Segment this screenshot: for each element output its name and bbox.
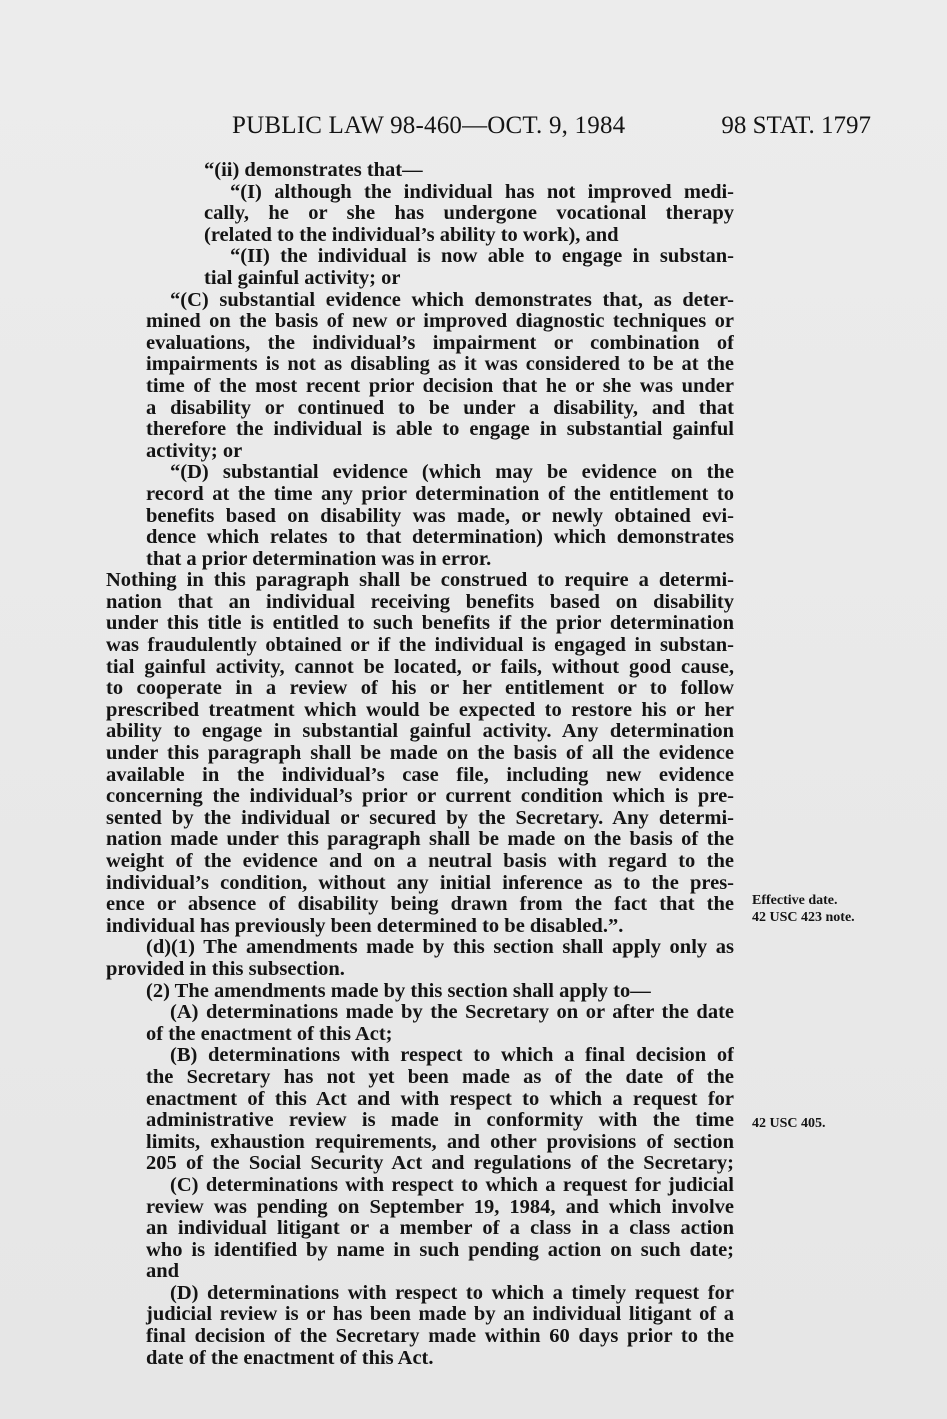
text-line: review was pending on September 19, 1984, and which involve	[146, 1196, 734, 1218]
text-line: weight of the evidence and on a neutral basis with regard to the	[106, 851, 734, 872]
page-header	[0, 112, 947, 144]
text-line: (2) The amendments made by this section shall apply to—	[146, 979, 651, 1002]
statute-body	[106, 160, 734, 1369]
text-line: “(D) substantial evidence (which may be evidence on the	[170, 462, 734, 484]
text-line: (d)(1) The amendments made by this section shall apply only as	[146, 937, 734, 959]
text-line: impairments is not as disabling as it was considered to be at the	[146, 354, 734, 376]
text-line: that a prior determination was in error.	[146, 547, 492, 570]
margin-note-effective-date	[752, 892, 855, 926]
text-line: the Secretary has not yet been made as of the date of the	[146, 1066, 734, 1088]
text-line: (C) determinations with respect to which a request for judicial	[170, 1174, 734, 1196]
text-line: tial gainful activity; or	[204, 266, 401, 289]
text-line: an individual litigant or a member of a class in a class action	[146, 1218, 734, 1240]
text-line: provided in this subsection.	[106, 957, 345, 980]
text-line: judicial review is or has been made by an individual litigant of a	[146, 1304, 734, 1326]
text-line: “(I) although the individual has not improved medi-	[230, 181, 734, 203]
text-line: available in the individual’s case file, including new evidence	[106, 764, 734, 786]
text-line: date of the enactment of this Act.	[146, 1346, 434, 1369]
text-line: of the enactment of this Act;	[146, 1022, 393, 1045]
text-line: “(II) the individual is now able to engage in substan-	[230, 246, 734, 268]
text-line: under this paragraph shall be made on the basis of all the evidence	[106, 743, 734, 765]
text-line: under this title is entitled to such benefits if the prior determination	[106, 613, 734, 635]
margin-note-usc-423: 42 USC 423 note.	[752, 910, 855, 925]
text-line: (related to the individual’s ability to work), and	[204, 223, 619, 246]
text-line: (B) determinations with respect to which a final decision of	[170, 1045, 734, 1067]
text-line: enactment of this Act and with respect to which a request for	[146, 1088, 734, 1110]
text-line: tial gainful activity, cannot be located, or fails, without good cause,	[106, 656, 734, 678]
statute-page-number: 98 STAT. 1797	[721, 112, 871, 139]
text-line: administrative review is made in conformity with the time	[146, 1110, 734, 1132]
margin-note-usc-405-label: 42 USC 405.	[752, 1116, 826, 1131]
text-line: record at the time any prior determination of the entitlement to	[146, 483, 734, 505]
text-line: sented by the individual or secured by the Secretary. Any determi-	[106, 807, 734, 829]
text-line: cally, he or she has undergone vocational therapy	[204, 203, 734, 225]
text-line: nation made under this paragraph shall be made on the basis of the	[106, 829, 734, 851]
text-line: limits, exhaustion requirements, and other provisions of section	[146, 1131, 734, 1153]
text-line: ability to engage in substantial gainful activity. Any determination	[106, 721, 734, 743]
text-line: “(C) substantial evidence which demonstrates that, as deter-	[170, 289, 734, 311]
text-line: dence which relates to that determination) which demonstrates	[146, 527, 734, 549]
text-line: evaluations, the individual’s impairment or combination of	[146, 332, 734, 354]
text-line: 205 of the Social Security Act and regulations of the Secretary;	[146, 1153, 734, 1175]
text-line: individual has previously been determined to be disabled.”.	[106, 914, 624, 937]
margin-note-effective-label: Effective date.	[752, 893, 838, 908]
text-line: individual’s condition, without any initial inference as to the pres-	[106, 872, 734, 894]
text-line: to cooperate in a review of his or her entitlement or to follow	[106, 678, 734, 700]
text-line: (D) determinations with respect to which a timely request for	[170, 1282, 734, 1304]
text-line: was fraudulently obtained or if the individual is engaged in substan-	[106, 635, 734, 657]
text-line: concerning the individual’s prior or current condition which is pre-	[106, 786, 734, 808]
text-line: final decision of the Secretary made within 60 days prior to the	[146, 1326, 734, 1348]
text-line: Nothing in this paragraph shall be construed to require a determi-	[106, 570, 734, 592]
text-line: who is identified by name in such pending action on such date;	[146, 1239, 734, 1261]
text-line: prescribed treatment which would be expected to restore his or her	[106, 699, 734, 721]
text-line: and	[146, 1260, 180, 1283]
text-line: time of the most recent prior decision that he or she was under	[146, 375, 734, 397]
text-line: therefore the individual is able to engage in substantial gainful	[146, 419, 734, 441]
text-line: mined on the basis of new or improved diagnostic techniques or	[146, 311, 734, 333]
text-line: ence or absence of disability being drawn from the fact that the	[106, 894, 734, 916]
text-line: nation that an individual receiving benefits based on disability	[106, 591, 734, 613]
text-line: benefits based on disability was made, or newly obtained evi-	[146, 505, 734, 527]
text-line: (A) determinations made by the Secretary on or after the date	[170, 1002, 734, 1024]
text-line: “(ii) demonstrates that—	[204, 159, 423, 181]
law-title: PUBLIC LAW 98-460—OCT. 9, 1984	[232, 112, 626, 139]
margin-note-usc-405	[752, 1115, 826, 1132]
text-line: activity; or	[146, 439, 243, 462]
text-line: a disability or continued to be under a disability, and that	[146, 397, 734, 419]
